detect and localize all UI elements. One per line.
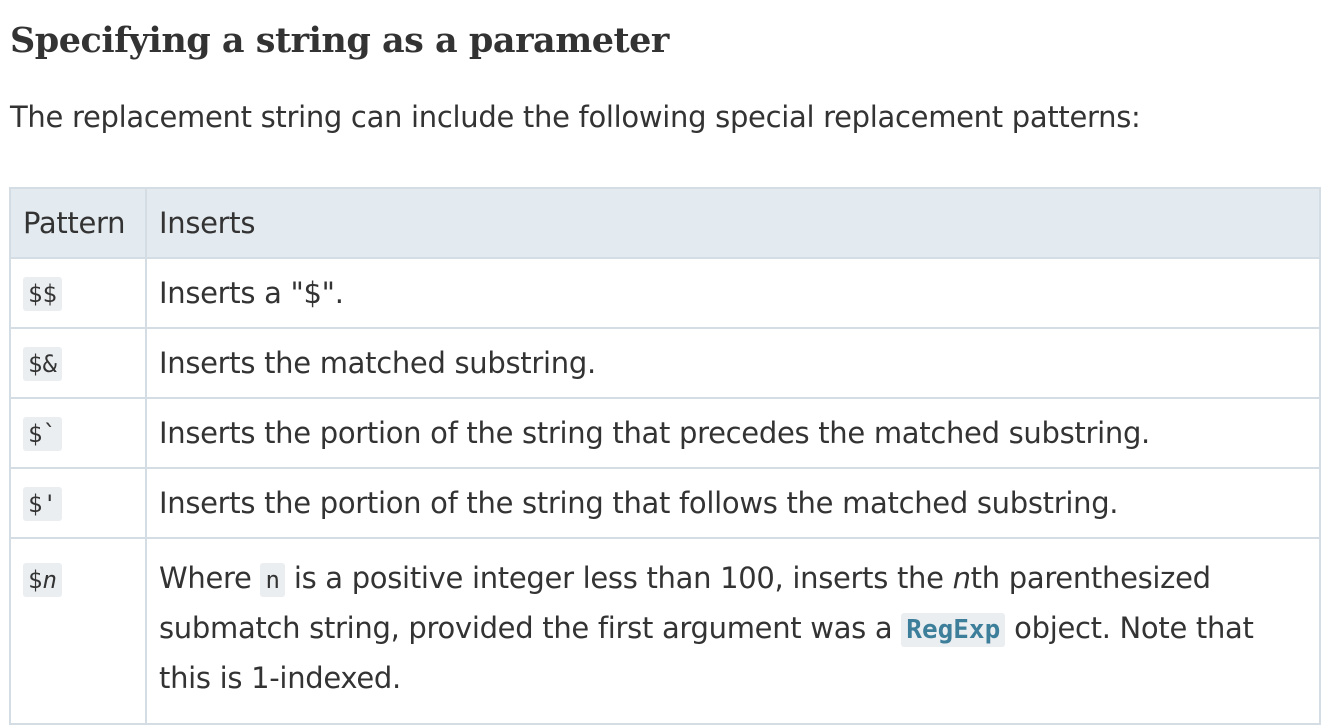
table-row (10, 538, 1320, 724)
pattern-code: $$ (23, 277, 62, 311)
header-pattern: Pattern (10, 188, 146, 258)
pattern-cell (10, 468, 146, 538)
pattern-code: $' (23, 487, 62, 521)
italic-n: n (952, 561, 971, 595)
pattern-cell (10, 538, 146, 724)
table-header-row (10, 188, 1320, 258)
regexp-link[interactable]: RegExp (901, 613, 1005, 647)
intro-paragraph: The replacement string can include the following special replacement patterns: (10, 100, 1141, 134)
header-inserts: Inserts (146, 188, 1320, 258)
pattern-code: $& (23, 347, 62, 381)
text-after-italic: th parenthesized submatch string, provided the first argument was a (159, 561, 1211, 645)
replacement-patterns-table (9, 187, 1321, 725)
pattern-prefix: $ (28, 566, 43, 594)
description-cell (146, 538, 1320, 724)
text-mid: is a positive integer less than 100, inserts the (293, 561, 944, 595)
pattern-variable: n (42, 566, 57, 594)
description-cell: Inserts a "$". (146, 258, 1320, 328)
table-row (10, 398, 1320, 468)
pattern-cell (10, 398, 146, 468)
section-heading: Specifying a string as a parameter (10, 20, 669, 61)
inline-code-n: n (260, 563, 284, 597)
text-where: Where (159, 561, 252, 595)
pattern-code: $` (23, 417, 62, 451)
description-cell: Inserts the portion of the string that precedes the matched substring. (146, 398, 1320, 468)
table-row (10, 258, 1320, 328)
description-cell: Inserts the portion of the string that follows the matched substring. (146, 468, 1320, 538)
pattern-cell (10, 258, 146, 328)
pattern-code (23, 563, 62, 597)
text-end: object. Note that this is 1-indexed. (159, 611, 1254, 695)
table-row (10, 328, 1320, 398)
pattern-cell (10, 328, 146, 398)
description-cell: Inserts the matched substring. (146, 328, 1320, 398)
table-row (10, 468, 1320, 538)
